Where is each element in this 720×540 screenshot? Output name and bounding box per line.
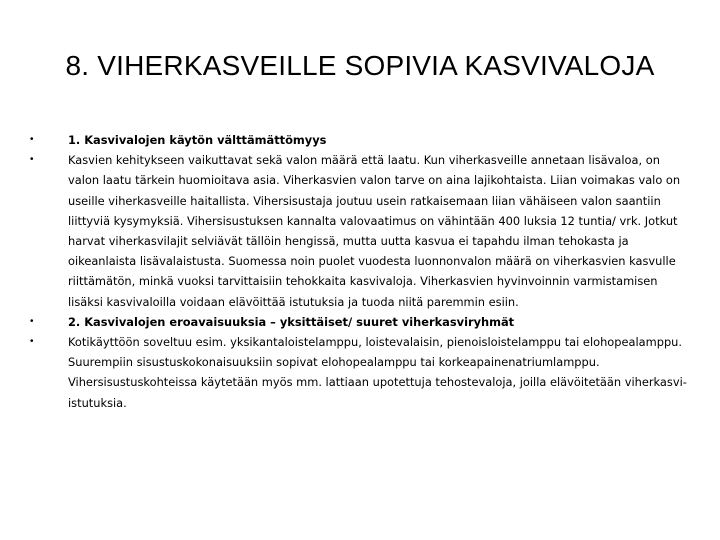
section-heading-1: 1. Kasvivalojen käytön välttämättömyys (68, 133, 327, 147)
bullet-dot-icon: • (30, 315, 34, 327)
bullet-item-1 (30, 130, 690, 150)
slide-title: 8. VIHERKASVEILLE SOPIVIA KASVIVALOJA (65, 50, 655, 81)
section-heading-2: 2. Kasvivalojen eroavaisuuksia – yksittäiset/ suuret viherkasviryhmät (68, 314, 515, 329)
section-body-2: Kotikäyttöön soveltuu esim. yksikantaloistelamppu, loistevalaisin, pienoisloistelamppu tai elohopealamppu. Suurempiin sisustuskokonaisuuksiin sopivat elohopealamppu tai korkeapainenatriumlamppu. Vihersisustuskohteissa käytetään myös mm. lattiaan upotettuja tehostevaloja, joilla elävöitetään viherkasvi-istutuksia. (68, 335, 687, 410)
section-body-1: Kasvien kehitykseen vaikuttavat sekä valon määrä että laatu. Kun viherkasveille annetaan lisävaloa, on valon laatu tärkein huomioitava asia. Viherkasvien valon tarve on aina lajikohtaista. Liian voimakas valo on useille viherkasveille haitallista. Vihersisustaja joutuu usein ratkaisemaan liian vähäiseen valon saantiin liittyviä kysymyksiä. Vihersisustuksen kannalta valovaatimus on vähintään 400 luksia 12 tuntia/ vrk. Jotkut harvat viherkasvilajit selviävät tällöin hengissä, mutta uutta kasvua ei tapahdu ilman tehokasta ja oikeanlaista lisävalaistusta. Suomessa noin puolet vuodesta luonnonvalon määrä on viherkasvien kasvulle riittämätön, minkä vuoksi tarvittaisiin tehokkaita kasvivaloja. Viherkasvien hyvinvoinnin varmistamisen lisäksi kasvivaloilla voidaan elävöittää istutuksia ja tuoda niitä paremmin esiin. (68, 153, 681, 309)
bullet-item-4 (30, 332, 690, 413)
bullet-item-3 (30, 312, 690, 332)
bullet-dot-icon: • (30, 134, 34, 145)
bullet-list (30, 130, 690, 413)
bullet-item-2 (30, 150, 690, 312)
bullet-dot-icon: • (30, 336, 34, 348)
bullet-dot-icon: • (30, 154, 34, 166)
